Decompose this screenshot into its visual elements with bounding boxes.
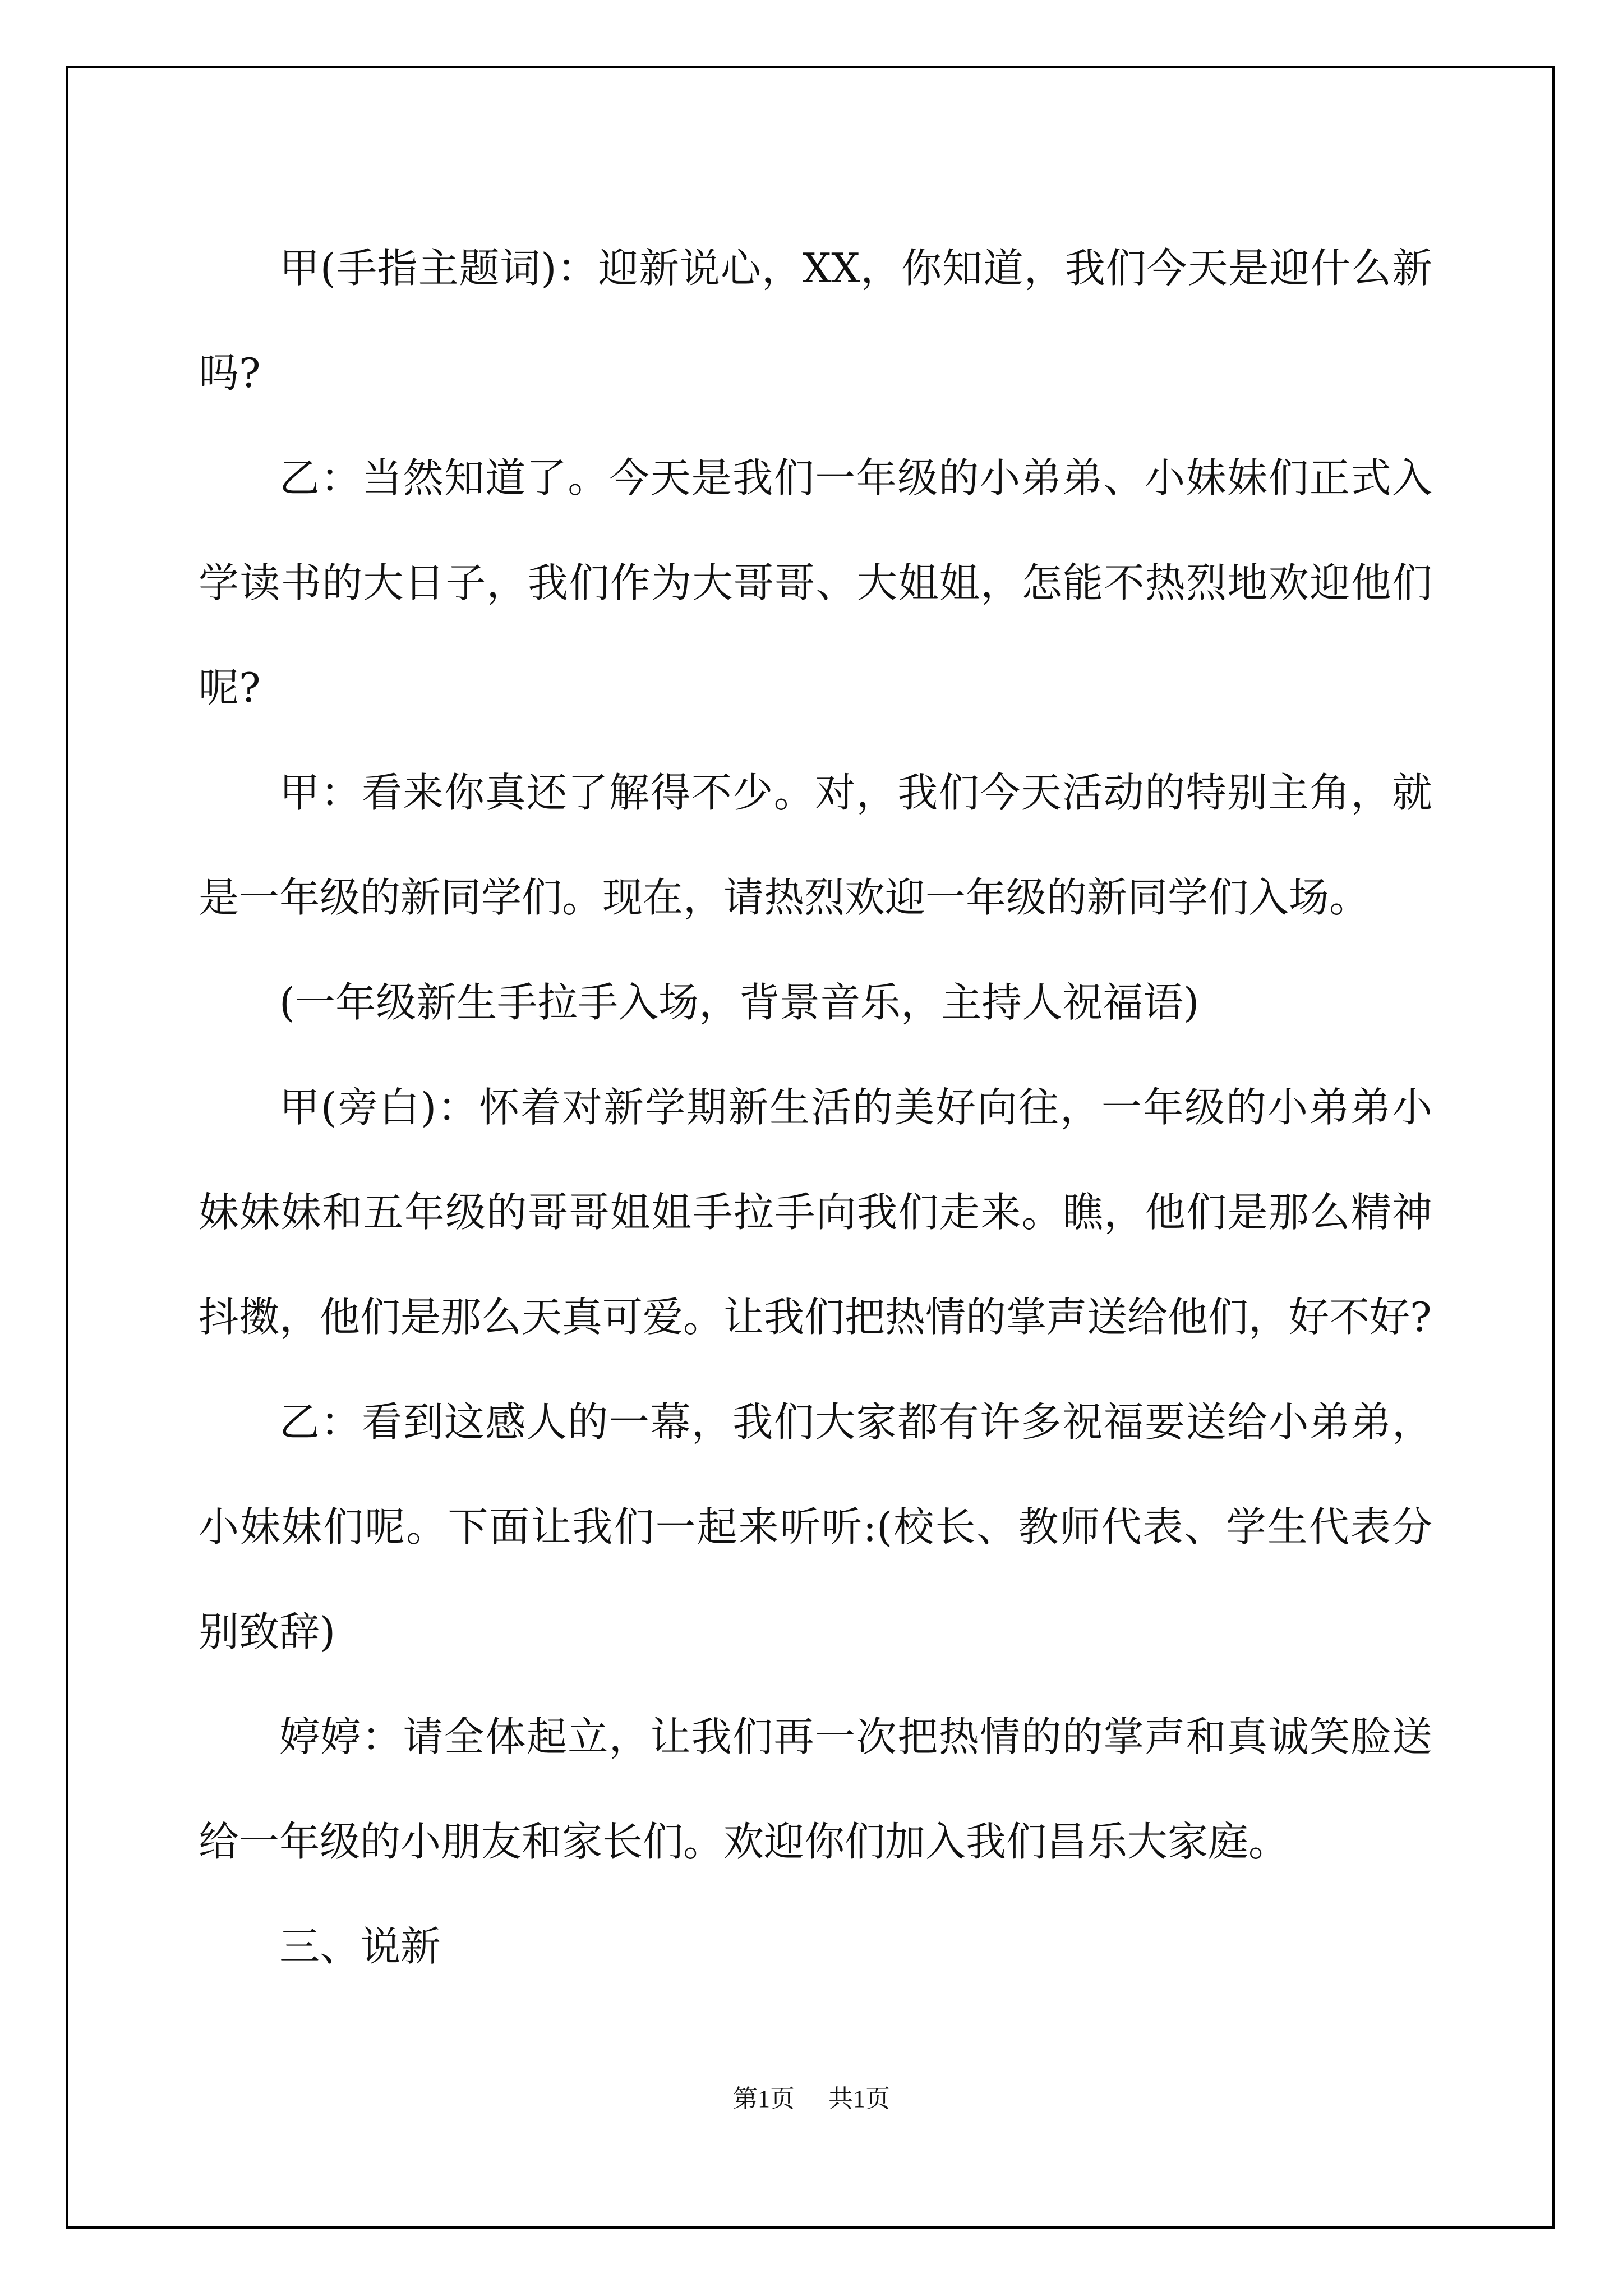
paragraph-6: 乙：看到这感人的一幕，我们大家都有许多祝福要送给小弟弟，小妹妹们呢。下面让我们一起来听听:(校长、教师代表、学生代表分别致辞): [199, 1398, 1432, 1655]
total-pages-label: 共1页: [828, 2085, 890, 2113]
paragraph-1: 甲(手指主题词)：迎新说心，XX，你知道，我们今天是迎什么新吗?: [199, 245, 1432, 397]
document-body: [199, 216, 1432, 1999]
paragraph-5: 甲(旁白)：怀着对新学期新生活的美好向往，一年级的小弟弟小妹妹妹和五年级的哥哥姐姐手拉手向我们走来。瞧，他们是那么精神抖擞，他们是那么天真可爱。让我们把热情的掌声送给他们，好不好?: [199, 1084, 1432, 1341]
paragraph-2: 乙：当然知道了。今天是我们一年级的小弟弟、小妹妹们正式入学读书的大日子，我们作为大哥哥、大姐姐，怎能不热烈地欢迎他们呢?: [199, 454, 1432, 711]
paragraph-3: 甲：看来你真还了解得不少。对，我们今天活动的特别主角，就是一年级的新同学们。现在，请热烈欢迎一年级的新同学们入场。: [199, 769, 1432, 921]
paragraph-4: (一年级新生手拉手入场，背景音乐，主持人祝福语): [279, 979, 1200, 1026]
current-page-label: 第1页: [733, 2085, 795, 2113]
section-heading: 三、说新: [279, 1923, 441, 1970]
paragraph-7: 婷婷：请全体起立，让我们再一次把热情的的掌声和真诚笑脸送给一年级的小朋友和家长们。欢迎你们加入我们昌乐大家庭。: [199, 1713, 1432, 1865]
page-footer: [0, 2082, 1623, 2116]
